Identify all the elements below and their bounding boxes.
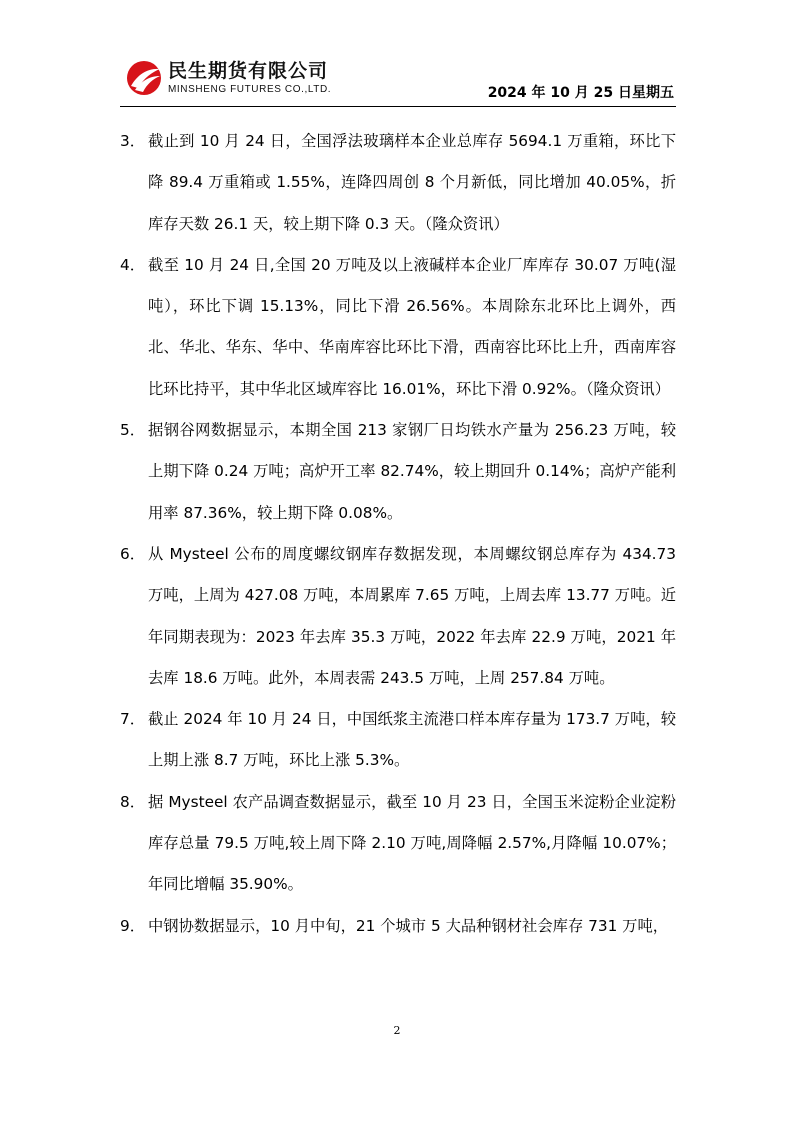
item-text: 截止 2024 年 10 月 24 日，中国纸浆主流港口样本库存量为 173.7 万吨，较上期上涨 8.7 万吨，环比上涨 5.3%。 — [148, 710, 676, 770]
company-name-cn: 民生期货有限公司 — [168, 60, 329, 82]
list-item — [120, 245, 676, 410]
item-number: 3． — [120, 132, 146, 150]
list-item — [120, 534, 676, 699]
list-item — [120, 906, 676, 947]
item-text: 从 Mysteel 公布的周度螺纹钢库存数据发现，本周螺纹钢总库存为 434.73 万吨，上周为 427.08 万吨，本周累库 7.65 万吨，上周去库 13.77 万吨。近年同期表现为：2023 年去库 35.3 万吨，2022 年去库 22.9 万吨，2021 年去库 18.6 万吨。此外，本周表需 243.5 万吨，上周 257.84 万吨。 — [148, 544, 676, 687]
item-number: 4． — [120, 255, 146, 274]
header-date: 2024 年 10 月 25 日星期五 — [487, 85, 674, 101]
list-item — [120, 699, 676, 782]
item-number: 8． — [120, 792, 146, 811]
item-number: 9． — [120, 916, 146, 935]
minsheng-logo-icon — [126, 60, 164, 96]
item-text: 中钢协数据显示，10 月中旬，21 个城市 5 大品种钢材社会库存 731 万吨， — [148, 916, 669, 935]
company-name-en: MINSHENG FUTURES CO.,LTD. — [168, 84, 332, 95]
company-logo — [126, 56, 366, 100]
item-text: 截至 10 月 24 日,全国 20 万吨及以上液碱样本企业厂库库存 30.07 万吨(湿吨），环比下调 15.13%，同比下滑 26.56%。本周除东北环比上调外，西北、华北、华东、华中、华南库容比环比下滑，西南容比环比上升，西南库容比环比持平，其中华北区域库容比 16.01%，环比下滑 0.92%。（隆众资讯） — [148, 255, 676, 398]
item-number: 7． — [120, 710, 146, 729]
list-item — [120, 410, 676, 534]
item-number: 5． — [120, 421, 146, 440]
page-header — [120, 54, 676, 106]
item-text: 截止到 10 月 24 日，全国浮法玻璃样本企业总库存 5694.1 万重箱，环比下降 89.4 万重箱或 1.55%，连降四周创 8 个月新低，同比增加 40.05%，折库存天数 26.1 天，较上期下降 0.3 天。（隆众资讯） — [148, 132, 676, 233]
list-item — [120, 121, 676, 245]
item-text: 据 Mysteel 农产品调查数据显示，截至 10 月 23 日，全国玉米淀粉企业淀粉库存总量 79.5 万吨,较上周下降 2.10 万吨,周降幅 2.57%,月降幅 10.07%；年同比增幅 35.90%。 — [148, 792, 676, 894]
header-divider — [120, 106, 676, 107]
item-text: 据钢谷网数据显示，本期全国 213 家钢厂日均铁水产量为 256.23 万吨，较上期下降 0.24 万吨；高炉开工率 82.74%，较上期回升 0.14%；高炉产能利用率 87.36%，较上期下降 0.08%。 — [148, 421, 676, 522]
list-item — [120, 782, 676, 906]
page-number: 2 — [393, 1024, 401, 1037]
item-number: 6． — [120, 544, 146, 563]
news-list — [120, 121, 676, 947]
